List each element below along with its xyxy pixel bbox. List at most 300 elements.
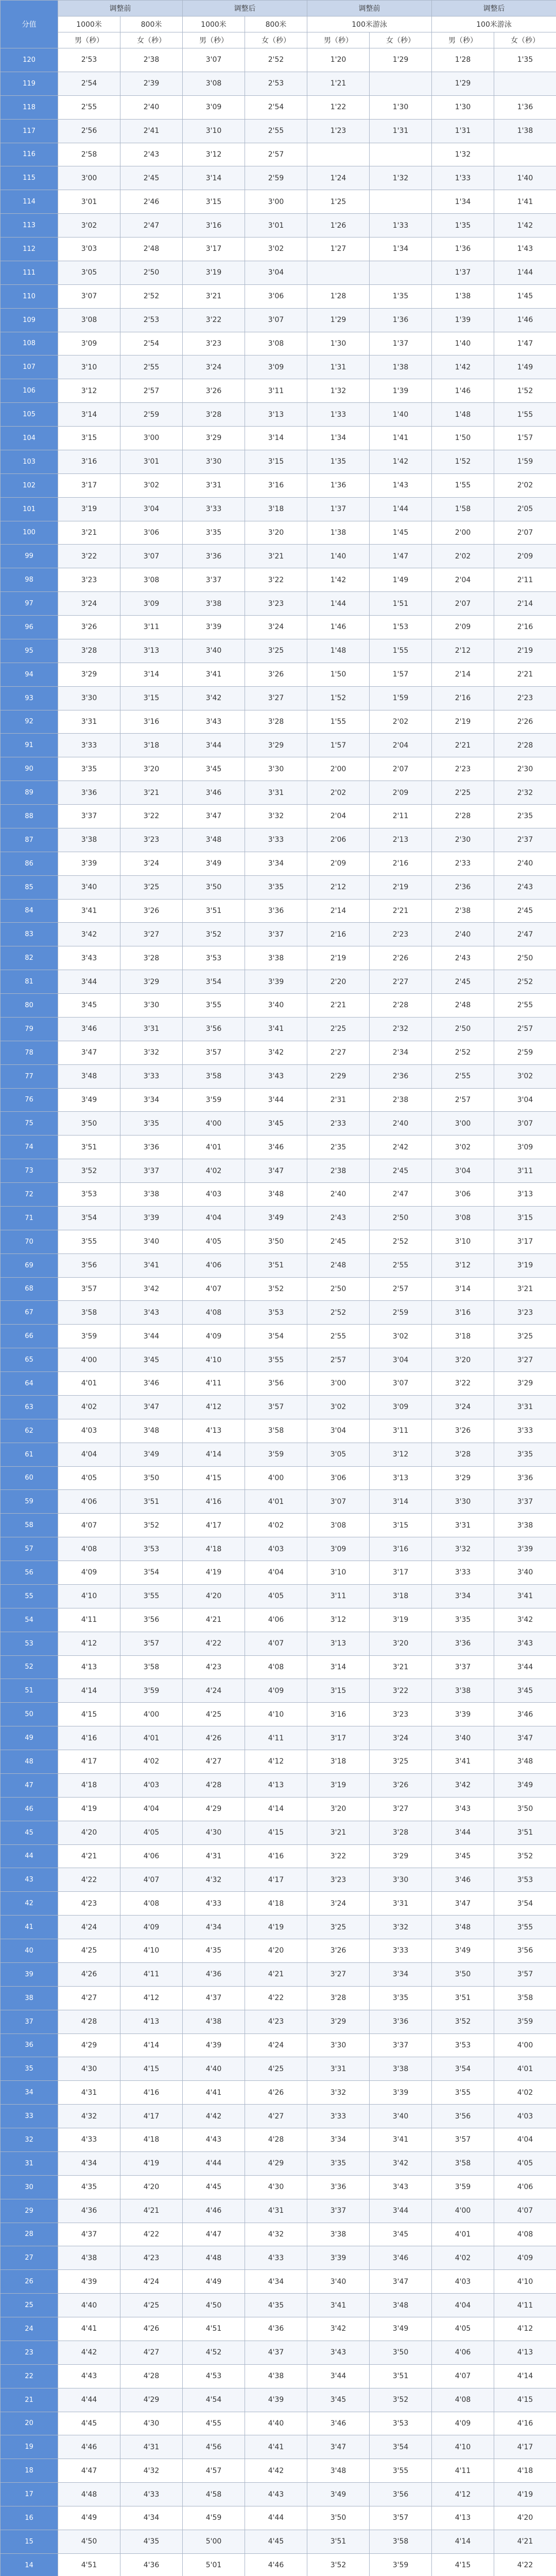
score-value-cell: 55 [1, 1584, 58, 1608]
table-row [1, 1584, 556, 1608]
time-value-cell: 2'59 [370, 1301, 432, 1325]
time-value-cell: 3'35 [245, 875, 307, 899]
time-value-cell: 5'01 [183, 2553, 245, 2576]
time-value-cell: 3'36 [494, 1466, 556, 1490]
time-value-cell: 2'40 [370, 1112, 432, 1136]
group-header-run-after: 调整后 [183, 1, 307, 16]
time-value-cell: 3'15 [183, 190, 245, 214]
time-value-cell: 3'55 [120, 1584, 183, 1608]
time-value-cell: 4'59 [183, 2506, 245, 2530]
time-value-cell: 3'50 [58, 1112, 120, 1136]
score-value-cell: 22 [1, 2364, 58, 2388]
time-value-cell: 3'21 [245, 545, 307, 568]
time-value-cell: 4'42 [245, 2459, 307, 2483]
time-value-cell: 3'50 [370, 2341, 432, 2364]
time-value-cell: 4'14 [432, 2530, 494, 2553]
time-value-cell: 2'36 [370, 1064, 432, 1088]
time-value-cell: 1'42 [307, 568, 370, 592]
time-value-cell: 3'18 [432, 1325, 494, 1348]
table-row [1, 1797, 556, 1821]
time-value-cell: 3'28 [120, 946, 183, 970]
time-value-cell: 3'28 [58, 639, 120, 663]
score-value-cell: 109 [1, 308, 58, 332]
time-value-cell: 4'18 [245, 1892, 307, 1916]
score-value-cell: 56 [1, 1561, 58, 1585]
time-value-cell: 4'30 [120, 2412, 183, 2435]
time-value-cell: 4'12 [58, 1632, 120, 1655]
time-value-cell: 2'38 [120, 48, 183, 72]
time-value-cell: 1'39 [432, 308, 494, 332]
table-row [1, 1490, 556, 1514]
table-row [1, 143, 556, 166]
time-value-cell: 3'34 [120, 1088, 183, 1112]
table-row [1, 568, 556, 592]
time-value-cell: 3'17 [370, 1561, 432, 1585]
time-value-cell: 3'19 [58, 497, 120, 521]
time-value-cell: 3'58 [494, 1986, 556, 2010]
score-value-cell: 96 [1, 616, 58, 639]
time-value-cell: 3'41 [370, 2128, 432, 2152]
time-value-cell: 3'55 [58, 1230, 120, 1253]
score-value-cell: 30 [1, 2175, 58, 2199]
time-value-cell: 3'12 [58, 379, 120, 403]
time-value-cell: 4'00 [58, 1348, 120, 1372]
time-value-cell: 3'01 [58, 190, 120, 214]
table-row [1, 1277, 556, 1301]
time-value-cell: 3'12 [307, 1608, 370, 1632]
time-value-cell: 3'49 [370, 2317, 432, 2341]
time-value-cell: 3'39 [370, 2081, 432, 2105]
score-value-cell: 46 [1, 1797, 58, 1821]
table-row [1, 166, 556, 190]
time-value-cell: 3'44 [58, 970, 120, 994]
time-value-cell: 3'38 [120, 1183, 183, 1207]
score-value-cell: 120 [1, 48, 58, 72]
time-value-cell: 4'12 [120, 1986, 183, 2010]
time-value-cell: 3'54 [432, 2057, 494, 2081]
time-value-cell: 4'00 [432, 2199, 494, 2223]
table-row [1, 190, 556, 214]
time-value-cell [307, 261, 370, 284]
score-value-cell: 68 [1, 1277, 58, 1301]
time-value-cell: 3'19 [183, 261, 245, 284]
time-value-cell: 3'22 [432, 1372, 494, 1396]
time-value-cell: 3'06 [120, 521, 183, 545]
time-value-cell: 4'38 [183, 2010, 245, 2033]
time-value-cell: 4'28 [58, 2010, 120, 2033]
time-value-cell: 4'45 [58, 2412, 120, 2435]
time-value-cell: 1'57 [307, 734, 370, 757]
time-value-cell: 4'10 [120, 1939, 183, 1963]
time-value-cell: 3'22 [245, 568, 307, 592]
time-value-cell: 2'33 [307, 1112, 370, 1136]
time-value-cell: 3'44 [432, 1821, 494, 1844]
time-value-cell: 2'37 [494, 828, 556, 852]
score-value-cell: 69 [1, 1253, 58, 1277]
time-value-cell: 4'42 [183, 2105, 245, 2128]
time-value-cell: 3'35 [370, 1986, 432, 2010]
score-value-cell: 113 [1, 214, 58, 238]
time-value-cell: 1'45 [494, 284, 556, 308]
score-value-cell: 58 [1, 1514, 58, 1537]
time-value-cell: 3'48 [494, 1750, 556, 1774]
table-row [1, 2294, 556, 2317]
table-row [1, 592, 556, 616]
time-value-cell: 1'59 [494, 450, 556, 473]
time-value-cell: 3'47 [183, 805, 245, 828]
time-value-cell: 2'26 [370, 946, 432, 970]
table-row [1, 379, 556, 403]
time-value-cell: 2'57 [370, 1277, 432, 1301]
time-value-cell: 1'33 [307, 403, 370, 427]
time-value-cell: 4'41 [245, 2435, 307, 2459]
time-value-cell: 4'08 [183, 1301, 245, 1325]
score-value-cell: 107 [1, 355, 58, 379]
time-value-cell: 2'07 [370, 757, 432, 781]
time-value-cell: 3'24 [307, 1892, 370, 1916]
time-value-cell: 3'42 [183, 686, 245, 710]
time-value-cell: 3'25 [370, 1750, 432, 1774]
time-value-cell: 3'46 [58, 1017, 120, 1041]
time-value-cell: 3'48 [432, 1916, 494, 1939]
time-value-cell: 3'43 [370, 2175, 432, 2199]
table-row [1, 923, 556, 946]
time-value-cell: 4'04 [120, 1797, 183, 1821]
time-value-cell: 3'47 [120, 1395, 183, 1419]
time-value-cell: 4'20 [494, 2506, 556, 2530]
table-row [1, 663, 556, 686]
time-value-cell: 3'00 [432, 1112, 494, 1136]
time-value-cell: 4'36 [245, 2317, 307, 2341]
time-value-cell: 2'28 [432, 805, 494, 828]
time-value-cell: 4'37 [245, 2341, 307, 2364]
score-value-cell: 44 [1, 1844, 58, 1868]
score-value-cell: 23 [1, 2341, 58, 2364]
time-value-cell: 2'04 [370, 734, 432, 757]
time-value-cell: 4'55 [183, 2412, 245, 2435]
time-value-cell: 3'46 [307, 2412, 370, 2435]
time-value-cell [494, 72, 556, 95]
event-header: 100米游泳 [432, 16, 556, 32]
time-value-cell: 3'57 [120, 1632, 183, 1655]
table-row [1, 994, 556, 1018]
time-value-cell: 1'40 [432, 332, 494, 355]
table-row [1, 521, 556, 545]
time-value-cell: 2'54 [120, 332, 183, 355]
time-value-cell: 4'08 [494, 2223, 556, 2246]
time-value-cell: 1'26 [307, 214, 370, 238]
table-row [1, 1088, 556, 1112]
time-value-cell: 3'38 [58, 828, 120, 852]
time-value-cell: 3'58 [432, 2151, 494, 2175]
table-row [1, 1419, 556, 1443]
time-value-cell: 2'36 [432, 875, 494, 899]
time-value-cell: 3'34 [370, 1962, 432, 1986]
time-value-cell: 3'24 [58, 592, 120, 616]
score-value-cell: 66 [1, 1325, 58, 1348]
time-value-cell: 3'30 [58, 686, 120, 710]
time-value-cell: 3'39 [245, 970, 307, 994]
time-value-cell: 3'38 [307, 2223, 370, 2246]
time-value-cell: 4'31 [58, 2081, 120, 2105]
time-value-cell: 4'52 [183, 2341, 245, 2364]
time-value-cell: 3'29 [245, 734, 307, 757]
time-value-cell: 2'14 [307, 899, 370, 923]
time-value-cell: 3'56 [58, 1253, 120, 1277]
score-value-cell: 71 [1, 1206, 58, 1230]
table-row [1, 2199, 556, 2223]
table-row [1, 1868, 556, 1892]
time-value-cell: 4'29 [120, 2388, 183, 2412]
time-value-cell: 4'20 [120, 2175, 183, 2199]
time-value-cell: 3'18 [370, 1584, 432, 1608]
time-value-cell: 1'29 [432, 72, 494, 95]
time-value-cell: 3'47 [494, 1726, 556, 1750]
time-value-cell: 3'02 [120, 473, 183, 497]
time-value-cell: 4'50 [58, 2530, 120, 2553]
time-value-cell: 3'02 [307, 1395, 370, 1419]
score-value-cell: 101 [1, 497, 58, 521]
time-value-cell: 1'39 [370, 379, 432, 403]
time-value-cell: 4'05 [120, 1821, 183, 1844]
time-value-cell: 3'20 [245, 521, 307, 545]
time-value-cell: 2'50 [370, 1206, 432, 1230]
time-value-cell: 3'04 [307, 1419, 370, 1443]
time-value-cell: 1'31 [432, 119, 494, 143]
time-value-cell: 3'32 [245, 805, 307, 828]
time-value-cell: 4'21 [58, 1844, 120, 1868]
time-value-cell: 3'11 [370, 1419, 432, 1443]
score-value-cell: 114 [1, 190, 58, 214]
time-value-cell: 3'09 [183, 95, 245, 119]
table-row [1, 899, 556, 923]
time-value-cell: 2'02 [432, 545, 494, 568]
time-value-cell: 3'06 [432, 1183, 494, 1207]
score-value-cell: 54 [1, 1608, 58, 1632]
time-value-cell: 3'33 [432, 1561, 494, 1585]
table-body [1, 48, 556, 2576]
time-value-cell: 4'00 [183, 1112, 245, 1136]
time-value-cell: 3'31 [432, 1514, 494, 1537]
time-value-cell: 2'55 [307, 1325, 370, 1348]
time-value-cell: 3'15 [370, 1514, 432, 1537]
time-value-cell: 4'03 [120, 1773, 183, 1797]
time-value-cell: 3'44 [307, 2364, 370, 2388]
time-value-cell: 4'03 [58, 1419, 120, 1443]
time-value-cell: 4'14 [183, 1443, 245, 1466]
time-value-cell: 4'11 [120, 1962, 183, 1986]
time-value-cell: 4'14 [245, 1797, 307, 1821]
time-value-cell: 3'56 [494, 1939, 556, 1963]
time-value-cell: 4'35 [183, 1939, 245, 1963]
time-value-cell: 2'23 [370, 923, 432, 946]
table-row [1, 2151, 556, 2175]
time-value-cell: 3'51 [58, 1136, 120, 1159]
time-value-cell: 3'45 [432, 1844, 494, 1868]
time-value-cell: 3'54 [183, 970, 245, 994]
time-value-cell: 3'43 [183, 710, 245, 734]
time-value-cell: 1'32 [432, 143, 494, 166]
time-value-cell: 2'40 [307, 1183, 370, 1207]
score-value-cell: 73 [1, 1159, 58, 1183]
time-value-cell: 4'33 [120, 2483, 183, 2506]
table-row [1, 214, 556, 238]
table-row [1, 1821, 556, 1844]
time-value-cell: 3'17 [307, 1726, 370, 1750]
time-value-cell: 4'03 [245, 1537, 307, 1561]
time-value-cell: 3'42 [120, 1277, 183, 1301]
time-value-cell: 4'45 [245, 2530, 307, 2553]
gender-header: 男（秒） [183, 32, 245, 48]
time-value-cell: 3'08 [432, 1206, 494, 1230]
time-value-cell [370, 261, 432, 284]
time-value-cell: 3'10 [307, 1561, 370, 1585]
score-value-cell: 57 [1, 1537, 58, 1561]
time-value-cell: 1'31 [370, 119, 432, 143]
time-value-cell: 3'10 [183, 119, 245, 143]
time-value-cell: 3'35 [120, 1112, 183, 1136]
time-value-cell: 2'53 [58, 48, 120, 72]
time-value-cell: 3'31 [120, 1017, 183, 1041]
time-value-cell: 3'27 [120, 923, 183, 946]
time-value-cell: 3'53 [120, 1537, 183, 1561]
time-value-cell: 3'26 [307, 1939, 370, 1963]
table-row [1, 2057, 556, 2081]
time-value-cell: 4'12 [432, 2483, 494, 2506]
time-value-cell: 1'23 [307, 119, 370, 143]
time-value-cell: 2'40 [494, 852, 556, 875]
time-value-cell: 4'04 [183, 1206, 245, 1230]
score-value-cell: 27 [1, 2246, 58, 2270]
score-value-cell: 59 [1, 1490, 58, 1514]
time-value-cell: 1'36 [432, 238, 494, 261]
time-value-cell: 3'26 [58, 616, 120, 639]
time-value-cell: 4'10 [245, 1703, 307, 1726]
time-value-cell: 2'38 [432, 899, 494, 923]
time-value-cell: 3'46 [370, 2246, 432, 2270]
time-value-cell: 1'32 [370, 166, 432, 190]
table-row [1, 261, 556, 284]
score-value-cell: 102 [1, 473, 58, 497]
time-value-cell: 4'00 [120, 1703, 183, 1726]
time-value-cell: 1'58 [432, 497, 494, 521]
time-value-cell: 2'57 [432, 1088, 494, 1112]
time-value-cell: 2'34 [370, 1041, 432, 1064]
time-value-cell: 4'22 [183, 1632, 245, 1655]
time-value-cell: 3'08 [120, 568, 183, 592]
time-value-cell: 1'34 [370, 238, 432, 261]
time-value-cell: 4'48 [58, 2483, 120, 2506]
time-value-cell: 3'43 [494, 1632, 556, 1655]
score-value-cell: 31 [1, 2151, 58, 2175]
time-value-cell: 3'35 [494, 1443, 556, 1466]
time-value-cell: 4'16 [183, 1490, 245, 1514]
time-value-cell: 2'52 [370, 1230, 432, 1253]
time-value-cell: 1'51 [370, 592, 432, 616]
time-value-cell: 3'07 [370, 1372, 432, 1396]
time-value-cell: 4'18 [58, 1773, 120, 1797]
table-row [1, 427, 556, 450]
time-value-cell: 4'02 [432, 2246, 494, 2270]
time-value-cell: 3'58 [370, 2530, 432, 2553]
time-value-cell: 3'16 [370, 1537, 432, 1561]
time-value-cell: 2'45 [432, 970, 494, 994]
time-value-cell: 3'45 [183, 757, 245, 781]
time-value-cell: 4'18 [120, 2128, 183, 2152]
time-value-cell: 3'37 [183, 568, 245, 592]
time-value-cell: 2'43 [120, 143, 183, 166]
time-value-cell: 3'12 [432, 1253, 494, 1277]
time-value-cell: 1'28 [307, 284, 370, 308]
time-value-cell: 4'32 [183, 1868, 245, 1892]
time-value-cell: 3'35 [183, 521, 245, 545]
time-value-cell: 3'31 [307, 2057, 370, 2081]
time-value-cell: 3'21 [58, 521, 120, 545]
time-value-cell: 4'22 [120, 2223, 183, 2246]
time-value-cell: 2'50 [432, 1017, 494, 1041]
time-value-cell: 1'41 [494, 190, 556, 214]
time-value-cell: 2'25 [307, 1017, 370, 1041]
time-value-cell: 2'04 [432, 568, 494, 592]
time-value-cell: 4'21 [494, 2530, 556, 2553]
time-value-cell: 3'19 [494, 1253, 556, 1277]
score-value-cell: 37 [1, 2010, 58, 2033]
time-value-cell: 3'16 [432, 1301, 494, 1325]
table-row [1, 970, 556, 994]
time-value-cell: 2'28 [494, 734, 556, 757]
table-row [1, 852, 556, 875]
time-value-cell: 4'16 [245, 1844, 307, 1868]
time-value-cell: 4'28 [245, 2128, 307, 2152]
table-row [1, 875, 556, 899]
time-value-cell: 2'02 [494, 473, 556, 497]
time-value-cell: 4'01 [494, 2057, 556, 2081]
time-value-cell: 4'13 [432, 2506, 494, 2530]
time-value-cell: 4'30 [245, 2175, 307, 2199]
time-value-cell: 3'57 [183, 1041, 245, 1064]
time-value-cell: 3'24 [183, 355, 245, 379]
time-value-cell: 3'59 [183, 1088, 245, 1112]
time-value-cell: 1'41 [370, 427, 432, 450]
time-value-cell: 4'42 [58, 2341, 120, 2364]
time-value-cell: 3'56 [370, 2483, 432, 2506]
time-value-cell: 3'30 [307, 2033, 370, 2057]
table-row [1, 1301, 556, 1325]
time-value-cell: 2'09 [494, 545, 556, 568]
time-value-cell: 2'19 [370, 875, 432, 899]
time-value-cell: 3'55 [245, 1348, 307, 1372]
table-row [1, 2081, 556, 2105]
time-value-cell: 2'30 [494, 757, 556, 781]
time-value-cell: 4'21 [245, 1962, 307, 1986]
time-value-cell: 3'15 [58, 427, 120, 450]
time-value-cell: 2'09 [370, 781, 432, 805]
time-value-cell: 3'22 [58, 545, 120, 568]
time-value-cell: 3'08 [307, 1514, 370, 1537]
table-row [1, 2010, 556, 2033]
time-value-cell: 3'55 [370, 2459, 432, 2483]
time-value-cell: 3'51 [245, 1253, 307, 1277]
time-value-cell: 3'15 [494, 1206, 556, 1230]
time-value-cell: 2'05 [494, 497, 556, 521]
time-value-cell: 3'08 [245, 332, 307, 355]
header-row-groups [1, 1, 556, 16]
time-value-cell: 2'59 [120, 403, 183, 427]
time-value-cell: 3'53 [494, 1868, 556, 1892]
time-value-cell: 2'47 [120, 214, 183, 238]
table-row [1, 2553, 556, 2576]
time-value-cell: 3'40 [183, 639, 245, 663]
